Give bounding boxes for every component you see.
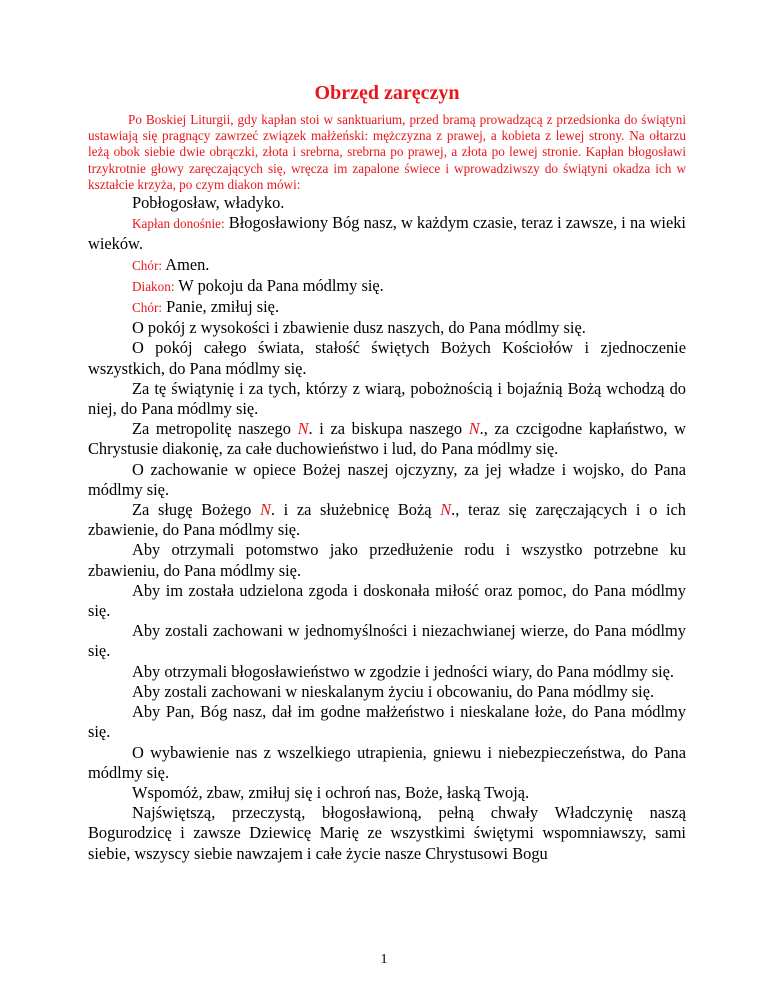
document-title: Obrzęd zaręczyn	[314, 82, 460, 104]
page-number: 1	[380, 952, 388, 967]
litany-line	[88, 338, 686, 378]
litany-line	[88, 621, 686, 661]
line-text: O pokój z wysokości i zbawienie dusz naszych, do Pana módlmy się.	[132, 318, 586, 338]
name-placeholder: N	[468, 419, 480, 439]
line-text: ., za czcigodne kapłaństwo, w Chrystusie diakonię, za całe duchowieństwo i lud, do Pana módlmy się.	[88, 419, 686, 459]
litany-line	[88, 540, 686, 580]
litany-line	[88, 379, 686, 419]
line-text: Amen.	[162, 254, 210, 274]
name-placeholder: N	[297, 419, 309, 439]
litany-line	[88, 702, 686, 742]
line-text: Pobłogosław, władyko.	[132, 193, 285, 213]
line-text: . i za biskupa naszego	[308, 419, 469, 439]
line-text: Aby otrzymali potomstwo jako przedłużenie rodu i wszystko potrzebne ku zbawieniu, do Pana módlmy się.	[88, 540, 686, 580]
litany-line	[88, 682, 686, 702]
line-text: Błogosławiony Bóg nasz, w każdym czasie, teraz i zawsze, i na wieki wieków.	[88, 213, 686, 254]
litany-line	[88, 803, 686, 864]
line-text: . i za służebnicę Bożą	[270, 500, 441, 520]
line-text: Aby im została udzielona zgoda i doskonała miłość oraz pomoc, do Pana módlmy się.	[88, 580, 686, 621]
litany-line	[88, 500, 686, 540]
litany-line	[88, 743, 686, 783]
litany-line	[88, 460, 686, 500]
line-text: O pokój całego świata, stałość świętych Bożych Kościołów i zjednoczenie wszystkich, do Pana módlmy się.	[88, 338, 686, 378]
line-text: O wybawienie nas z wszelkiego utrapienia, gniewu i niebezpieczeństwa, do Pana módlmy się.	[88, 742, 686, 782]
line-text: Aby Pan, Bóg nasz, dał im godne małżeństwo i nieskalane łoże, do Pana módlmy się.	[88, 702, 686, 742]
speaker-label: Kapłan donośnie:	[132, 216, 225, 232]
intro-rubric: Po Boskiej Liturgii, gdy kapłan stoi w sanktuarium, przed bramą prowadzącą z przedsionka do świątyni ustawiają się pragnący zawrzeć związek małżeński: mężczyzna z prawej, a kobieta z lewej strony. Na ołtarzu leżą obok siebie dwie obrączki, złota i srebrna, srebrna po prawej, a złota po lewej stronie. Kapłan błogosławi trzykrotnie głowy zaręczających się, wręcza im zapalone świece i wprowadziwszy do świątyni okadza ich w kształcie krzyża, po czym diakon mówi:	[88, 112, 686, 192]
line-text: Panie, zmiłuj się.	[162, 297, 280, 317]
line-text: Aby zostali zachowani w jednomyślności i niezachwianej wierze, do Pana módlmy się.	[88, 621, 686, 661]
speaker-label: Diakon:	[132, 278, 175, 294]
line-text: Za tę świątynię i za tych, którzy z wiarą, pobożnością i bojaźnią Bożą wchodzą do niej, do Pana módlmy się.	[88, 378, 686, 419]
litany-line	[88, 581, 686, 621]
line-text: W pokoju da Pana módlmy się.	[174, 275, 384, 295]
litany-line	[88, 662, 686, 682]
litany-line	[88, 255, 686, 276]
litany-line	[88, 419, 686, 459]
line-text: Wspomóż, zbaw, zmiłuj się i ochroń nas, Boże, łaską Twoją.	[132, 782, 530, 802]
litany-line	[88, 297, 686, 318]
name-placeholder: N	[440, 500, 452, 520]
document-page	[88, 80, 686, 864]
litany-line	[88, 276, 686, 297]
speaker-label: Chór:	[132, 300, 163, 316]
line-text: Aby otrzymali błogosławieństwo w zgodzie i jedności wiary, do Pana módlmy się.	[132, 661, 675, 681]
litany-line	[88, 318, 686, 338]
name-placeholder: N	[259, 500, 271, 520]
line-text: O zachowanie w opiece Bożej naszej ojczyzny, za jej władze i wojsko, do Pana módlmy się.	[88, 459, 686, 499]
line-text: Najświętszą, przeczystą, błogosławioną, pełną chwały Władczynię naszą Bogurodzicę i zawsze Dziewicę Marię ze wszystkimi świętymi wspomniawszy, sami siebie, wszyscy siebie nawzajem i całe życie nasze Chrystusowi Bogu	[88, 803, 686, 863]
speaker-label: Chór:	[132, 257, 163, 273]
litany-line	[88, 193, 686, 213]
line-text: ., teraz się zaręczających i o ich zbawienie, do Pana módlmy się.	[88, 500, 686, 540]
line-text: Za sługę Bożego	[132, 500, 260, 520]
litany-line	[88, 783, 686, 803]
line-text: Za metropolitę naszego	[132, 419, 298, 439]
line-text: Aby zostali zachowani w nieskalanym życiu i obcowaniu, do Pana módlmy się.	[132, 681, 655, 701]
litany-line	[88, 213, 686, 254]
